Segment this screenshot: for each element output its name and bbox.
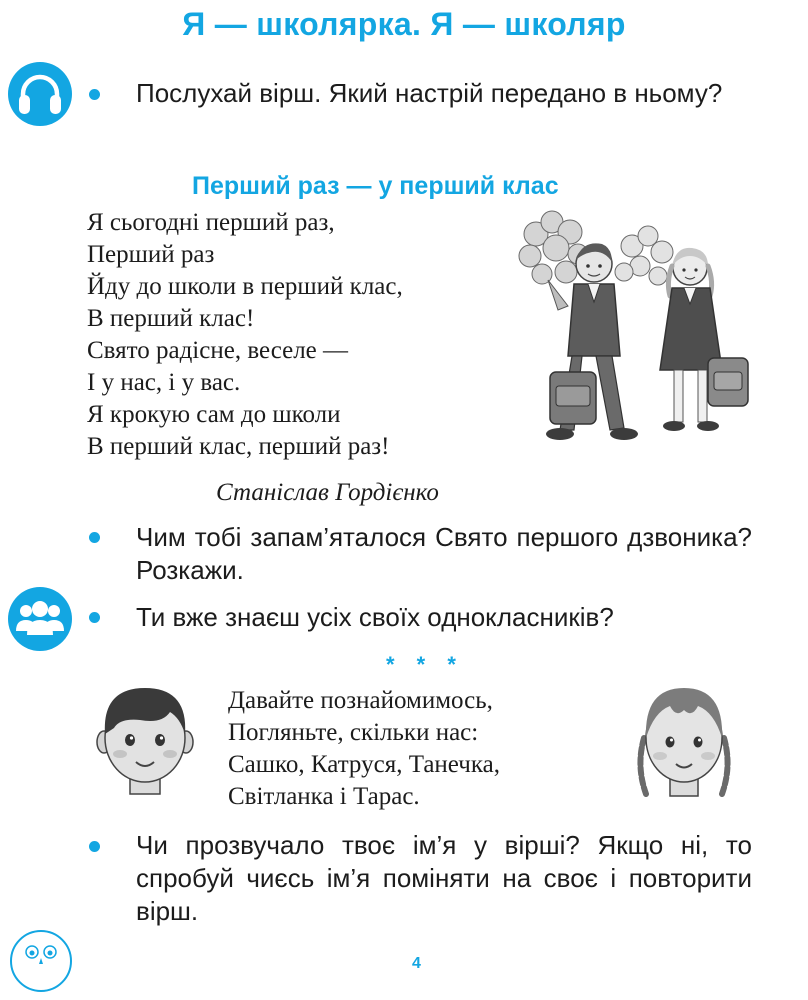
- group-icon: [8, 587, 72, 651]
- bullet-marker: [89, 612, 100, 623]
- poem2-text: [228, 685, 500, 813]
- page-number: 4: [412, 955, 421, 972]
- mascot-icon: [8, 928, 74, 994]
- task-name: Чи прозвучало твоє ім’я у вірші? Якщо ні, то спробуй чиєсь ім’я поміняти на своє і повторити вірш.: [136, 830, 752, 926]
- poem-title: Перший раз — у перший клас: [192, 172, 559, 200]
- poem2-line: Світланка і Тарас.: [228, 783, 420, 810]
- poem-line: Я крокую сам до школи: [87, 401, 341, 428]
- poem-line: Я сьогодні перший раз,: [87, 209, 335, 236]
- poem-line: Перший раз: [87, 241, 215, 268]
- poem2-line: Погляньте, скільки нас:: [228, 719, 479, 746]
- task-classmates: Ти вже знаєш усіх своїх однокласників?: [136, 602, 614, 632]
- poem-line: Свято радісне, веселе —: [87, 337, 349, 364]
- poem2-line: Сашко, Катруся, Танечка,: [228, 751, 500, 778]
- page-title: Я — школярка. Я — школяр: [182, 6, 626, 42]
- boy-face-illustration: [96, 682, 194, 796]
- children-illustration: [512, 206, 760, 450]
- task-listen: Послухай вірш. Який настрій передано в ньому?: [136, 78, 723, 108]
- poem-text: [87, 207, 403, 463]
- poem2-line: Давайте познайомимось,: [228, 687, 493, 714]
- bullet-marker: [89, 841, 100, 852]
- poem-line: Йду до школи в перший клас,: [87, 273, 403, 300]
- poem-line: В перший клас, перший раз!: [87, 433, 390, 460]
- bullet-marker: [89, 89, 100, 100]
- section-separator: * * *: [386, 652, 464, 677]
- headphones-icon: [8, 62, 72, 126]
- task-remember: Чим тобі запам’яталося Свято першого дзвоника? Розкажи.: [136, 522, 752, 585]
- poem-author: Станіслав Гордієнко: [216, 479, 439, 506]
- bullet-marker: [89, 532, 100, 543]
- girl-face-illustration: [634, 682, 734, 798]
- poem-line: В перший клас!: [87, 305, 255, 332]
- poem-line: І у нас, і у вас.: [87, 369, 241, 396]
